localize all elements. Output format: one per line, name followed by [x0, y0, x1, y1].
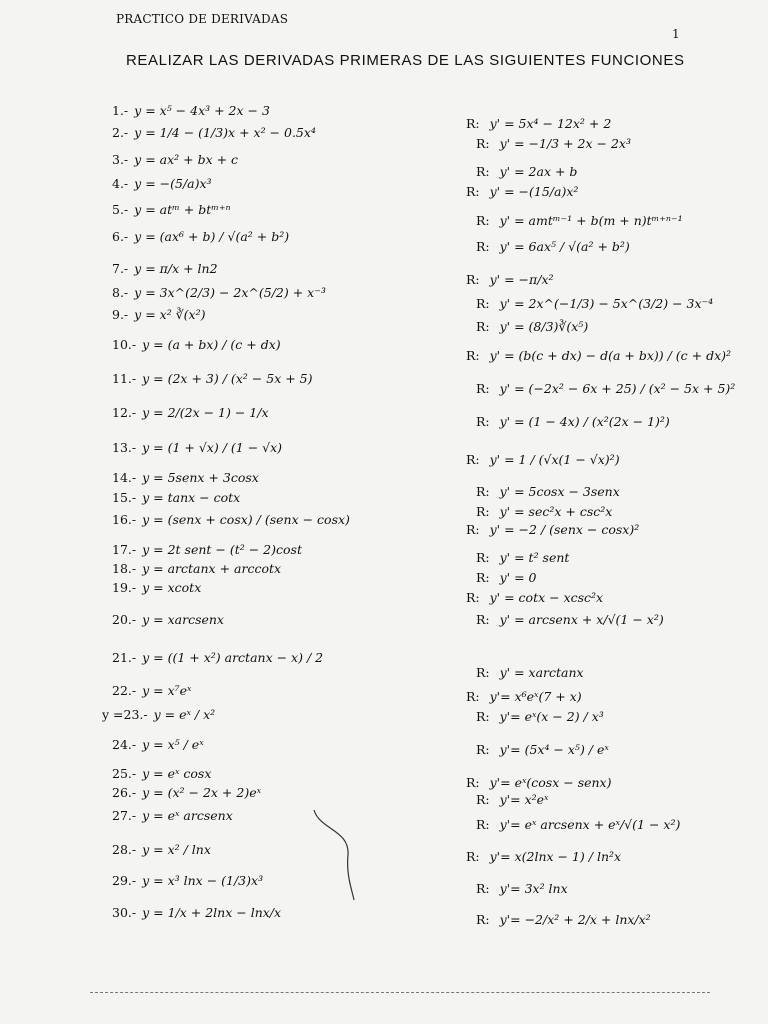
exercise-function: y = eˣ arcsenx — [142, 808, 233, 823]
answer-item — [476, 742, 609, 757]
answer-prefix: R: — [476, 381, 490, 396]
answer-prefix: R: — [476, 665, 490, 680]
exercise-number: 1.- — [112, 103, 129, 118]
exercise-function: y = x⁵ / eˣ — [142, 737, 204, 752]
answer-prefix: R: — [476, 881, 490, 896]
answer-item — [476, 319, 588, 334]
answer-item — [466, 184, 578, 199]
answer-item — [476, 414, 670, 429]
exercise-number: 8.- — [112, 285, 129, 300]
page-title: REALIZAR LAS DERIVADAS PRIMERAS DE LAS SIGUIENTES FUNCIONES — [126, 52, 685, 69]
exercise-number: y =23.- — [102, 707, 148, 722]
answer-item — [476, 550, 569, 565]
exercise-number: 4.- — [112, 176, 129, 191]
answer-derivative: y'= eˣ(cosx − senx) — [489, 775, 612, 790]
exercise-number: 24.- — [112, 737, 137, 752]
answer-derivative: y'= −2/x² + 2/x + lnx/x² — [499, 912, 651, 927]
answer-derivative: y'= 3x² lnx — [499, 881, 568, 896]
answer-derivative: y'= (5x⁴ − x⁵) / eˣ — [499, 742, 609, 757]
answer-derivative: y' = −2 / (senx − cosx)² — [489, 522, 640, 537]
answer-derivative: y' = sec²x + csc²x — [499, 504, 613, 519]
answer-item — [476, 484, 620, 499]
answer-prefix: R: — [476, 319, 490, 334]
answer-derivative: y'= eˣ arcsenx + eˣ/√(1 − x²) — [499, 817, 681, 832]
answer-item — [476, 817, 680, 832]
exercise-number: 15.- — [112, 490, 137, 505]
answer-derivative: y' = 0 — [499, 570, 537, 585]
exercise-number: 20.- — [112, 612, 137, 627]
exercise-number: 14.- — [112, 470, 137, 485]
exercise-function: y = ((1 + x²) arctanx − x) / 2 — [142, 650, 324, 665]
exercise-function: y = π/x + ln2 — [134, 261, 218, 276]
exercise-function: y = 5senx + 3cosx — [142, 470, 259, 485]
exercise-function: y = tanx − cotx — [142, 490, 241, 505]
exercise-function: y = arctanx + arccotx — [142, 561, 282, 576]
answer-prefix: R: — [466, 849, 480, 864]
answer-derivative: y'= x²eˣ — [499, 792, 549, 807]
answer-item — [476, 164, 577, 179]
exercise-function: y = (ax⁶ + b) / √(a² + b²) — [134, 229, 290, 244]
answer-item — [476, 381, 735, 396]
exercise-number: 9.- — [112, 307, 129, 322]
answer-prefix: R: — [476, 164, 490, 179]
answer-derivative: y' = xarctanx — [499, 665, 584, 680]
answer-prefix: R: — [476, 504, 490, 519]
exercise-function: y = (senx + cosx) / (senx − cosx) — [142, 512, 350, 527]
answer-prefix: R: — [476, 792, 490, 807]
exercise-function: y = xcotx — [142, 580, 202, 595]
exercise-number: 25.- — [112, 766, 137, 781]
answer-prefix: R: — [476, 570, 490, 585]
exercise-number: 27.- — [112, 808, 137, 823]
exercise-function: y = x³ lnx − (1/3)x³ — [142, 873, 264, 888]
answer-derivative: y' = 2x^(−1/3) − 5x^(3/2) − 3x⁻⁴ — [499, 296, 714, 311]
answer-item — [466, 272, 554, 287]
answer-item — [466, 849, 621, 864]
answer-derivative: y' = 2ax + b — [499, 164, 578, 179]
answer-derivative: y' = −π/x² — [489, 272, 554, 287]
exercise-number: 16.- — [112, 512, 137, 527]
exercise-number: 12.- — [112, 405, 137, 420]
answer-item — [476, 239, 630, 254]
answer-item — [476, 881, 568, 896]
answer-item — [466, 590, 603, 605]
exercise-function: y = 2/(2x − 1) − 1/x — [142, 405, 269, 420]
answer-item — [466, 348, 731, 363]
exercise-number: 28.- — [112, 842, 137, 857]
answer-derivative: y' = 5cosx − 3senx — [499, 484, 620, 499]
answer-derivative: y' = arcsenx + x/√(1 − x²) — [499, 612, 664, 627]
exercise-number: 18.- — [112, 561, 137, 576]
answer-item — [476, 792, 548, 807]
exercise-function: y = (2x + 3) / (x² − 5x + 5) — [142, 371, 313, 386]
exercise-function: y = ax² + bx + c — [134, 152, 239, 167]
exercise-number: 29.- — [112, 873, 137, 888]
exercise-function: y = xarcsenx — [142, 612, 224, 627]
exercise-number: 5.- — [112, 202, 129, 217]
exercise-number: 2.- — [112, 125, 129, 140]
answer-item — [476, 612, 664, 627]
answer-item — [476, 665, 584, 680]
exercise-number: 26.- — [112, 785, 137, 800]
answer-prefix: R: — [466, 116, 480, 131]
answer-item — [466, 522, 639, 537]
answer-derivative: y' = amtᵐ⁻¹ + b(m + n)tᵐ⁺ⁿ⁻¹ — [499, 213, 683, 228]
answer-item — [476, 912, 651, 927]
exercise-number: 17.- — [112, 542, 137, 557]
answer-prefix: R: — [466, 452, 480, 467]
exercise-function: y = −(5/a)x³ — [134, 176, 212, 191]
exercise-number: 19.- — [112, 580, 137, 595]
exercise-function: y = (x² − 2x + 2)eˣ — [142, 785, 262, 800]
answer-prefix: R: — [466, 272, 480, 287]
exercise-function: y = eˣ cosx — [142, 766, 212, 781]
answer-derivative: y' = 1 / (√x(1 − √x)²) — [489, 452, 620, 467]
answer-item — [476, 213, 683, 228]
answer-prefix: R: — [476, 484, 490, 499]
answer-derivative: y' = 6ax⁵ / √(a² + b²) — [499, 239, 630, 254]
answer-prefix: R: — [476, 742, 490, 757]
exercise-number: 13.- — [112, 440, 137, 455]
answer-item — [476, 504, 612, 519]
answer-derivative: y'= eˣ(x − 2) / x³ — [499, 709, 604, 724]
answer-prefix: R: — [476, 239, 490, 254]
exercise-function: y = (a + bx) / (c + dx) — [142, 337, 281, 352]
answer-item — [476, 570, 537, 585]
exercise-function: y = 3x^(2/3) − 2x^(5/2) + x⁻³ — [134, 285, 326, 300]
answer-prefix: R: — [466, 184, 480, 199]
answer-prefix: R: — [476, 817, 490, 832]
answer-item — [466, 775, 611, 790]
answer-prefix: R: — [476, 612, 490, 627]
exercise-function: y = x² ∛(x²) — [134, 307, 206, 322]
answer-item — [466, 689, 582, 704]
answer-prefix: R: — [466, 775, 480, 790]
answer-item — [466, 116, 611, 131]
exercise-number: 30.- — [112, 905, 137, 920]
exercise-number: 21.- — [112, 650, 137, 665]
answer-derivative: y' = −(15/a)x² — [489, 184, 579, 199]
answer-item — [476, 136, 631, 151]
answer-prefix: R: — [476, 709, 490, 724]
exercise-number: 11.- — [112, 371, 137, 386]
footer-divider — [90, 992, 710, 993]
answer-derivative: y'= x⁶eˣ(7 + x) — [489, 689, 582, 704]
exercise-number: 10.- — [112, 337, 137, 352]
answer-item — [466, 452, 620, 467]
exercise-number: 22.- — [112, 683, 137, 698]
exercise-function: y = 2t sent − (t² − 2)cost — [142, 542, 302, 557]
answer-derivative: y' = (−2x² − 6x + 25) / (x² − 5x + 5)² — [499, 381, 736, 396]
answer-prefix: R: — [476, 912, 490, 927]
answer-prefix: R: — [476, 414, 490, 429]
answer-prefix: R: — [476, 213, 490, 228]
answer-derivative: y' = (1 − 4x) / (x²(2x − 1)²) — [499, 414, 670, 429]
exercise-number: 7.- — [112, 261, 129, 276]
answer-prefix: R: — [466, 590, 480, 605]
answer-prefix: R: — [466, 689, 480, 704]
exercise-function: y = x² / lnx — [142, 842, 211, 857]
exercise-function: y = atᵐ + btᵐ⁺ⁿ — [134, 202, 231, 217]
answer-derivative: y' = cotx − xcsc²x — [489, 590, 604, 605]
page-header: PRACTICO DE DERIVADAS — [116, 12, 289, 26]
exercise-function: y = eˣ / x² — [153, 707, 216, 722]
answer-prefix: R: — [476, 550, 490, 565]
answer-derivative: y' = t² sent — [499, 550, 570, 565]
answer-item — [476, 709, 604, 724]
exercise-number: 3.- — [112, 152, 129, 167]
answer-derivative: y' = −1/3 + 2x − 2x³ — [499, 136, 631, 151]
answer-prefix: R: — [466, 348, 480, 363]
pen-mark — [300, 800, 370, 910]
answer-derivative: y'= x(2lnx − 1) / ln²x — [489, 849, 622, 864]
answer-derivative: y' = (8/3)∛(x⁵) — [499, 319, 589, 334]
answer-prefix: R: — [466, 522, 480, 537]
answer-item — [476, 296, 713, 311]
answer-derivative: y' = (b(c + dx) − d(a + bx)) / (c + dx)² — [489, 348, 732, 363]
exercise-function: y = x⁷eˣ — [142, 683, 192, 698]
exercise-function: y = (1 + √x) / (1 − √x) — [142, 440, 283, 455]
answer-prefix: R: — [476, 296, 490, 311]
answer-prefix: R: — [476, 136, 490, 151]
answer-derivative: y' = 5x⁴ − 12x² + 2 — [489, 116, 612, 131]
page-number: 1 — [672, 27, 680, 41]
exercise-function: y = 1/4 − (1/3)x + x² − 0.5x⁴ — [134, 125, 316, 140]
exercise-function: y = 1/x + 2lnx − lnx/x — [142, 905, 282, 920]
exercise-function: y = x⁵ − 4x³ + 2x − 3 — [134, 103, 270, 118]
exercise-number: 6.- — [112, 229, 129, 244]
